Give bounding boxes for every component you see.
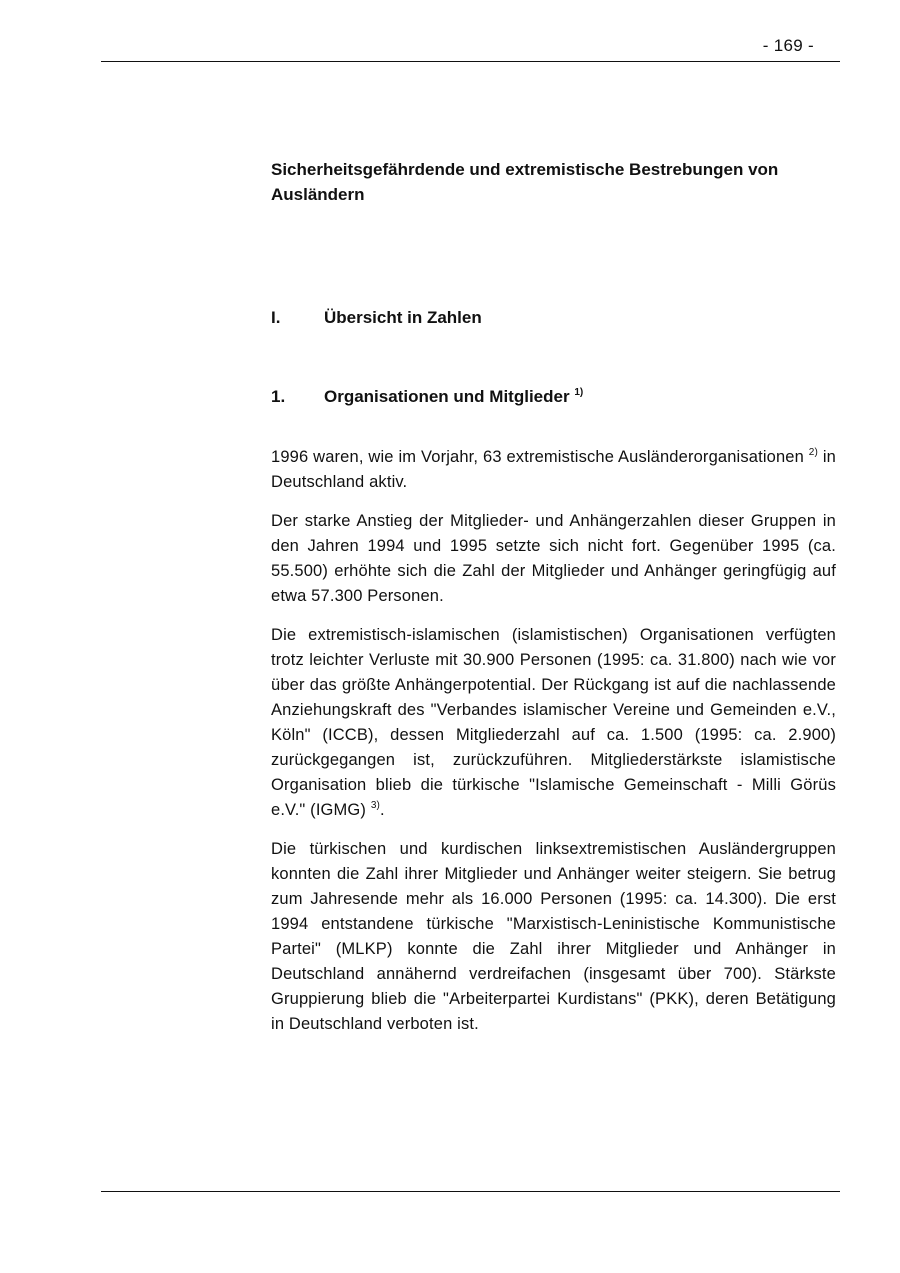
- header-rule: [101, 61, 840, 62]
- paragraph-3-text-a: Die extremistisch-islamischen (islamistischen) Organisationen verfügten trotz leichter Verluste mit 30.900 Personen (1995: ca. 31.800) nach wie vor über das größte Anhängerpotential. Der Rückgang ist auf die nachlassende Anziehungskraft des "Verbandes islamischer Vereine und Gemeinden e.V., Köln" (ICCB), dessen Mitgliederzahl auf ca. 1.500 (1995: ca. 2.900) zurückgegangen ist, zurückzuführen. Mitgliederstärkste islamistische Organisation blieb die türkische "Islamische Gemeinschaft - Milli Görüs e.V." (IGMG): [271, 626, 836, 819]
- paragraph-3-text-b: .: [380, 801, 385, 819]
- paragraph-1-text-a: 1996 waren, wie im Vorjahr, 63 extremistische Ausländerorganisationen: [271, 448, 809, 466]
- paragraph-2: Der starke Anstieg der Mitglieder- und Anhängerzahlen dieser Gruppen in den Jahren 1994 und 1995 setzte sich nicht fort. Gegenüber 1995 (ca. 55.500) erhöhte sich die Zahl der Mitglieder und Anhänger geringfügig auf etwa 57.300 Personen.: [271, 512, 836, 605]
- document-title: Sicherheitsgefährdende und extremistische Bestrebungen von Ausländern: [271, 160, 779, 204]
- paragraph-1: [271, 445, 836, 495]
- footer-rule: [101, 1191, 840, 1192]
- paragraph-1-text-b: in Deutschland aktiv.: [271, 448, 836, 491]
- footnote-ref: 1): [574, 387, 584, 398]
- subsection-title: Organisationen und Mitglieder: [324, 387, 570, 406]
- page-number: - 169 -: [762, 36, 814, 55]
- body-text: [271, 445, 836, 1051]
- section-title: Übersicht in Zahlen: [324, 308, 482, 327]
- footnote-ref: 3): [370, 800, 381, 811]
- subsection-heading: [271, 387, 836, 407]
- paragraph-3: [271, 623, 836, 823]
- section-number: I.: [271, 308, 281, 327]
- subsection-title-wrap: [324, 387, 583, 407]
- section-heading: [271, 308, 836, 328]
- footnote-ref: 2): [808, 447, 818, 458]
- subsection-number: 1.: [271, 387, 286, 406]
- paragraph-4: Die türkischen und kurdischen linksextremistischen Ausländergruppen konnten die Zahl ihrer Mitglieder und Anhänger weiter steigern. Sie betrug zum Jahresende mehr als 16.000 Personen (1995: ca. 14.300). Die erst 1994 entstandene türkische "Marxistisch-Leninistische Kommunistische Partei" (MLKP) konnte die Zahl ihrer Mitglieder und Anhänger in Deutschland annähernd verdreifachen (insgesamt über 700). Stärkste Gruppierung blieb die "Arbeiterpartei Kurdistans" (PKK), deren Betätigung in Deutschland verboten ist.: [271, 840, 836, 1033]
